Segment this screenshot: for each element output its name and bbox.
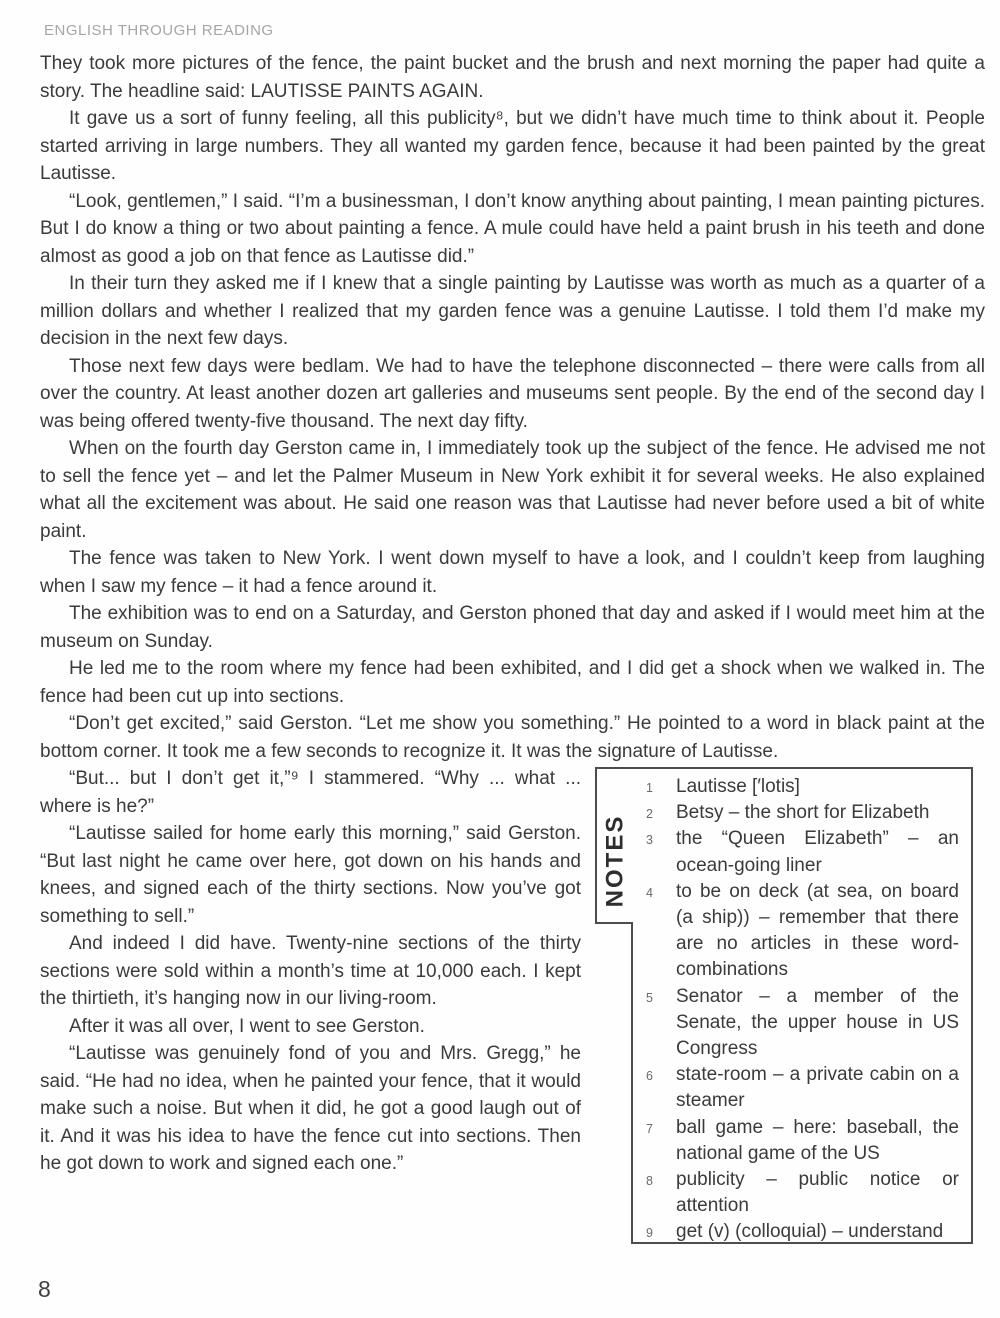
story-paragraph: The exhibition was to end on a Saturday, and Gerston phoned that day and asked if I would meet him at the museum on Sunday. (40, 603, 985, 652)
note-number: 5 (646, 990, 653, 1005)
note-text: Betsy – the short for Elizabeth (676, 802, 930, 824)
story-paragraph: They took more pictures of the fence, the paint bucket and the brush and next morning the paper had quite a story. The headline said: LAUTISSE PAINTS AGAIN. (40, 53, 985, 102)
note-number: 6 (646, 1069, 653, 1084)
story-paragraph: The fence was taken to New York. I went down myself to have a look, and I couldn’t keep from laughing when I saw my fence – it had a fence around it. (40, 548, 985, 597)
story-paragraph: When on the fourth day Gerston came in, I immediately took up the subject of the fence. He advised me not to sell the fence yet – and let the Palmer Museum in New York exhibit it for several weeks. He also explained what all the excitement was about. He said one reason was that Lautisse had never before used a bit of white paint. (40, 438, 985, 542)
note-text: Senator – a member of the Senate, the upper house in US Congress (676, 985, 959, 1060)
note-number: 2 (646, 807, 653, 822)
note-item (633, 826, 959, 878)
note-text: the “Queen Elizabeth” – an ocean-going liner (676, 828, 959, 876)
note-number: 9 (646, 1226, 653, 1241)
paragraphs-wide (40, 50, 985, 765)
story-paragraph: “Look, gentlemen,” I said. “I’m a businessman, I don’t know anything about painting, I mean painting pictures. But I do know a thing or two about painting a fence. A mule could have held a paint brush in his teeth and done almost as good a job on that fence as Lautisse did.” (40, 190, 985, 267)
running-header: ENGLISH THROUGH READING (44, 22, 274, 39)
story-paragraph: “But... but I don’t get it,”⁹ I stammered. “Why ... what ... where is he?” (40, 768, 581, 817)
notes-panel (595, 767, 973, 1244)
note-number: 1 (646, 781, 653, 795)
story-text (40, 50, 985, 1250)
note-text: ball game – here: baseball, the national game of the US (676, 1116, 959, 1164)
note-text: Lautisse [′lotis] (676, 776, 800, 797)
note-number: 7 (646, 1121, 653, 1136)
story-paragraph: “Lautisse sailed for home early this morning,” said Gerston. “But last night he came over here, got down on his hands and knees, and signed each of the thirty sections. Now you’ve got something to sell.” (40, 823, 581, 927)
note-text: get (v) (colloquial) – understand (676, 1221, 944, 1243)
story-paragraph: “Lautisse was genuinely fond of you and Mrs. Gregg,” he said. “He had no idea, when he painted your fence, that it would make such a noise. But when it did, he got a good laugh out of it. And it was his idea to have the fence cut into sections. Then he got down to work and signed each one.” (40, 1043, 581, 1174)
story-paragraph: He led me to the room where my fence had been exhibited, and I did get a shock when we walked in. The fence had been cut up into sections. (40, 658, 985, 707)
note-item (633, 1167, 959, 1219)
story-paragraph: It gave us a sort of funny feeling, all this publicity⁸, but we didn’t have much time to think about it. People started arriving in large numbers. They all wanted my garden fence, because it had been painted by the great Lautisse. (40, 108, 985, 184)
note-number: 4 (646, 885, 653, 900)
note-text: publicity – public notice or attention (676, 1169, 959, 1217)
note-item (633, 879, 959, 984)
note-item (633, 774, 959, 800)
notes-tab (595, 767, 633, 924)
page-number: 8 (38, 1276, 51, 1302)
note-item (633, 1062, 959, 1114)
story-paragraph: In their turn they asked me if I knew that a single painting by Lautisse was worth as much as a quarter of a million dollars and whether I realized that my garden fence was a genuine Lautisse. I told them I’d make my decision in the next few days. (40, 273, 985, 349)
story-paragraph: “Don’t get excited,” said Gerston. “Let me show you something.” He pointed to a word in black paint at the bottom corner. It took me a few seconds to recognize it. It was the signature of Lautisse. (40, 713, 985, 762)
note-item (633, 984, 959, 1063)
note-item (633, 1219, 959, 1244)
note-number: 3 (646, 833, 653, 848)
story-paragraph: Those next few days were bedlam. We had to have the telephone disconnected – there were calls from all over the country. At least another dozen art galleries and museums sent people. By the end of the second day I was being offered twenty-five thousand. The next day fifty. (40, 355, 985, 432)
notes-panel-title: NOTES (601, 814, 629, 908)
notes-list (631, 767, 973, 1244)
story-paragraph: And indeed I did have. Twenty-nine sections of the thirty sections were sold within a month’s time at 10,000 each. I kept the thirtieth, it’s hanging now in our living-room. (40, 933, 581, 1009)
story-paragraph: After it was all over, I went to see Gerston. (69, 1015, 425, 1037)
note-text: state-room – a private cabin on a steamer (676, 1064, 959, 1112)
note-item (633, 800, 959, 826)
note-number: 8 (646, 1174, 653, 1189)
note-item (633, 1115, 959, 1167)
note-text: to be on deck (at sea, on board (a ship)) – remember that there are no articles in these word-combinations (676, 880, 959, 981)
